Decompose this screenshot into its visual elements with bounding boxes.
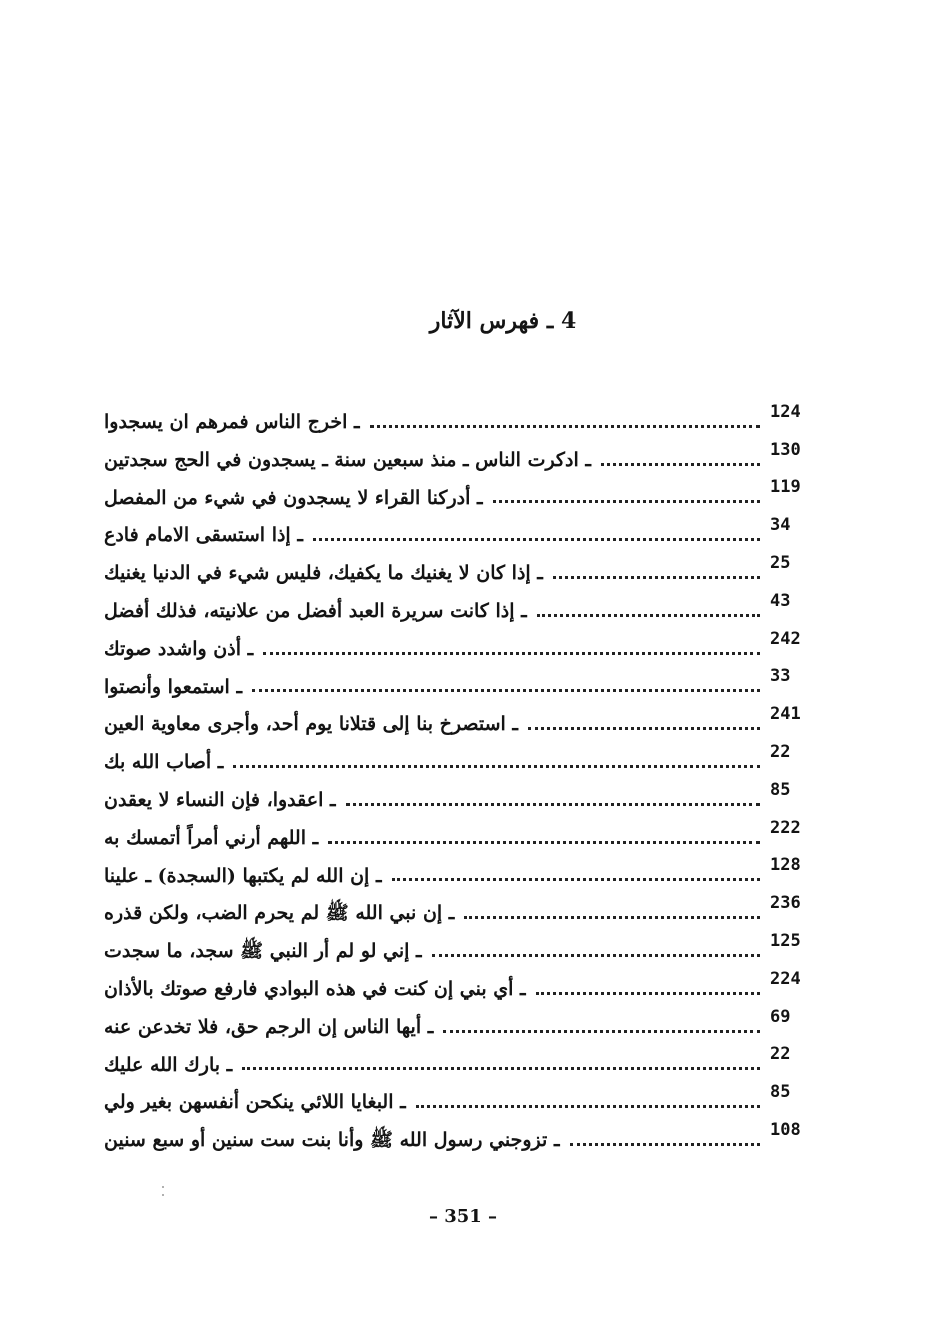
dot-leader bbox=[553, 575, 760, 579]
index-entry bbox=[104, 965, 814, 1003]
index-entry bbox=[104, 587, 814, 625]
dot-leader bbox=[346, 802, 760, 806]
entry-text: ـ استمعوا وأنصتوا bbox=[104, 675, 243, 698]
entry-text: ـ أي بني إن كنت في هذه البوادي فارفع صوتك بالأذان bbox=[104, 977, 526, 1000]
entry-page-number: 43 bbox=[770, 590, 791, 611]
index-entry bbox=[104, 1116, 814, 1154]
index-entry bbox=[104, 474, 814, 512]
entry-page-number: 124 bbox=[770, 401, 801, 422]
entry-page-number: 22 bbox=[770, 741, 791, 762]
dot-leader bbox=[242, 1066, 760, 1070]
entry-page-number: 236 bbox=[770, 893, 801, 914]
entry-text: ـ بارك الله عليك bbox=[104, 1053, 233, 1076]
dot-leader bbox=[536, 991, 760, 995]
index-entry bbox=[104, 663, 814, 701]
entry-page-number: 119 bbox=[770, 477, 801, 498]
index-entry bbox=[104, 549, 814, 587]
entry-text: ـ إذا كانت سريرة العبد أفضل من علانيته، فذلك أفضل bbox=[104, 599, 527, 622]
entry-page-number: 85 bbox=[770, 1082, 791, 1103]
entry-page-number: 69 bbox=[770, 1006, 791, 1027]
scan-speck bbox=[162, 1186, 164, 1188]
entry-page-number: 125 bbox=[770, 930, 801, 951]
dot-leader bbox=[601, 462, 760, 466]
index-entry bbox=[104, 776, 814, 814]
entry-page-number: 33 bbox=[770, 666, 791, 687]
entry-text: ـ أصاب الله بك bbox=[104, 751, 224, 774]
entry-page-number: 241 bbox=[770, 704, 801, 725]
dot-leader bbox=[537, 613, 760, 617]
entry-text: ـ إن نبي الله ﷺ لم يحرم الضب، ولكن قذره bbox=[104, 902, 455, 925]
index-entry bbox=[104, 700, 814, 738]
index-entry bbox=[104, 738, 814, 776]
entry-text: ـ اللهم أرني أمراً أتمسك به bbox=[104, 826, 319, 849]
dot-leader bbox=[432, 953, 760, 957]
dot-leader bbox=[528, 726, 760, 730]
dot-leader bbox=[392, 877, 760, 881]
entry-text: ـ البغايا اللائي ينكحن أنفسهن بغير ولي bbox=[104, 1091, 406, 1114]
index-entry bbox=[104, 511, 814, 549]
entry-text: ـ إني لو لم أر النبي ﷺ سجد، ما سجدت bbox=[104, 940, 422, 963]
entry-page-number: 128 bbox=[770, 855, 801, 876]
entry-page-number: 108 bbox=[770, 1119, 801, 1140]
page-number: – 351 – bbox=[428, 1206, 498, 1227]
entry-text: ـ ادكرت الناس ـ منذ سبعين سنة ـ يسجدون في الحج سجدتين bbox=[104, 448, 591, 471]
entry-text: ـ أدركنا القراء لا يسجدون في شيء من المفصل bbox=[104, 486, 483, 509]
index-entry bbox=[104, 436, 814, 474]
entry-page-number: 85 bbox=[770, 779, 791, 800]
page-title: 4 ـ فهرس الآثار bbox=[429, 308, 577, 334]
dot-leader bbox=[493, 499, 760, 503]
dot-leader bbox=[313, 537, 760, 541]
entry-page-number: 34 bbox=[770, 515, 791, 536]
index-list bbox=[104, 398, 814, 1154]
entry-page-number: 130 bbox=[770, 439, 801, 460]
index-entry bbox=[104, 814, 814, 852]
entry-page-number: 242 bbox=[770, 628, 801, 649]
index-entry bbox=[104, 398, 814, 436]
index-entry bbox=[104, 625, 814, 663]
dot-leader bbox=[443, 1029, 760, 1033]
dot-leader bbox=[370, 424, 760, 428]
index-entry bbox=[104, 852, 814, 890]
entry-page-number: 224 bbox=[770, 968, 801, 989]
dot-leader bbox=[570, 1142, 760, 1146]
entry-text: ـ أذن واشدد صوتك bbox=[104, 637, 254, 660]
dot-leader bbox=[328, 840, 760, 844]
dot-leader bbox=[263, 651, 760, 655]
entry-text: ـ أيها الناس إن الرجم حق، فلا تخدعن عنه bbox=[104, 1015, 434, 1038]
dot-leader bbox=[233, 764, 760, 768]
entry-text: ـ إن الله لم يكتبها (السجدة) ـ علينا bbox=[104, 864, 382, 887]
entry-text: ـ اخرج الناس فمرهم ان يسجدوا bbox=[104, 411, 360, 433]
index-entry bbox=[104, 1003, 814, 1041]
entry-page-number: 25 bbox=[770, 552, 791, 573]
entry-text: ـ إذا كان لا يغنيك ما يكفيك، فليس شيء في الدنيا يغنيك bbox=[104, 562, 543, 585]
index-entry bbox=[104, 1078, 814, 1116]
scan-speck bbox=[162, 1194, 164, 1196]
entry-page-number: 22 bbox=[770, 1044, 791, 1065]
dot-leader bbox=[464, 915, 760, 919]
entry-text: ـ استصرخ بنا إلى قتلانا يوم أحد، وأجرى معاوية العين bbox=[104, 713, 518, 736]
index-entry bbox=[104, 1041, 814, 1079]
dot-leader bbox=[252, 688, 760, 692]
entry-text: ـ إذا استسقى الامام فادع bbox=[104, 524, 303, 547]
entry-text: ـ اعقدوا، فإن النساء لا يعقدن bbox=[104, 788, 336, 811]
index-entry bbox=[104, 889, 814, 927]
index-entry bbox=[104, 927, 814, 965]
entry-page-number: 222 bbox=[770, 817, 801, 838]
entry-text: ـ تزوجني رسول الله ﷺ وأنا بنت ست سنين أو سبع سنين bbox=[104, 1129, 560, 1152]
dot-leader bbox=[416, 1104, 760, 1108]
